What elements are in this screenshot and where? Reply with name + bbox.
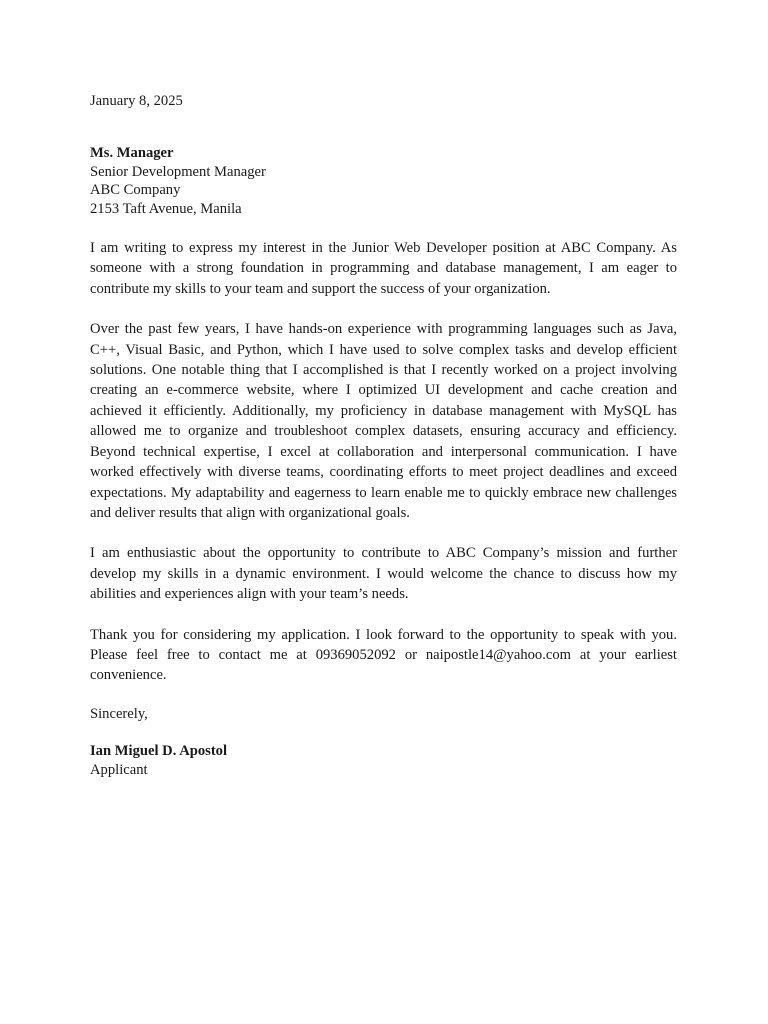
recipient-block	[90, 144, 677, 218]
recipient-title: Senior Development Manager	[90, 163, 266, 180]
recipient-company: ABC Company	[90, 182, 181, 199]
paragraph-experience: Over the past few years, I have hands-on experience with programming languages such as Java, C++, Visual Basic, and Python, which I have used to solve complex tasks and develop efficient solutions. One notable thing that I accomplished is that I recently worked on a project involving creating an e-commerce website, where I optimized UI development and cache creation and achieved it efficiently. Additionally, my proficiency in database management with MySQL has allowed me to organize and troubleshoot complex datasets, ensuring accuracy and efficiency. Beyond technical expertise, I excel at collaboration and interpersonal communication. I have worked effectively with diverse teams, coordinating efforts to meet project deadlines and exceed expectations. My adaptability and eagerness to learn enable me to quickly embrace new challenges and deliver results that align with organizational goals.	[90, 321, 677, 521]
paragraph-intro: I am writing to express my interest in the Junior Web Developer position at ABC Company. As someone with a strong foundation in programming and database management, I am eager to contribute my skills to your team and support the success of your organization.	[90, 240, 677, 297]
paragraph-enthusiasm: I am enthusiastic about the opportunity to contribute to ABC Company’s mission and further develop my skills in a dynamic environment. I would welcome the chance to discuss how my abilities and experiences align with your team’s needs.	[90, 545, 677, 603]
recipient-name: Ms. Manager	[90, 145, 174, 162]
paragraph-thanks: Thank you for considering my application. I look forward to the opportunity to speak with you. Please feel free to contact me at 09369052092 or naipostle14@yahoo.com at your earliest convenience.	[90, 626, 677, 684]
signer-role: Applicant	[90, 761, 148, 778]
recipient-address: 2153 Taft Avenue, Manila	[90, 200, 242, 217]
cover-letter	[90, 91, 677, 779]
letter-closing: Sincerely,	[90, 705, 148, 722]
signature-block	[90, 742, 677, 779]
letter-date: January 8, 2025	[90, 93, 183, 109]
signer-name: Ian Miguel D. Apostol	[90, 743, 228, 760]
